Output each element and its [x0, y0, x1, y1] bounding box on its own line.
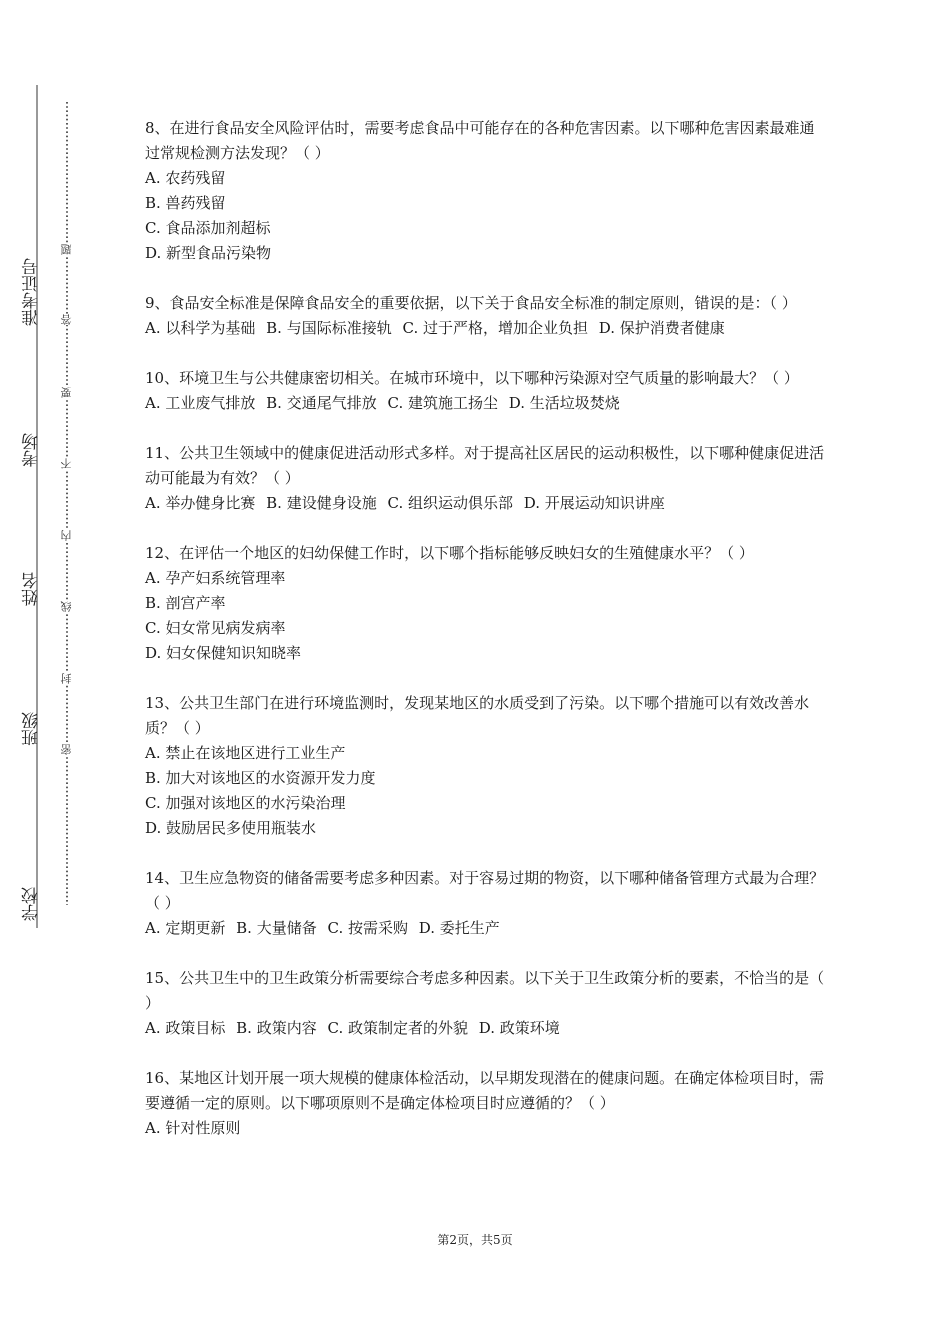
seal-char: 线 [60, 601, 73, 612]
question-14 [145, 866, 825, 941]
question-stem: 11、公共卫生领域中的健康促进活动形式多样。对于提高社区居民的运动积极性，以下哪种健康促进活动可能最为有效？（ ） [145, 444, 825, 487]
option-b[interactable]: B. 交通尾气排放 [266, 394, 377, 412]
seal-char: 答 [60, 314, 73, 325]
option-c[interactable]: C. 按需采购 [327, 919, 408, 937]
options-row [145, 916, 825, 941]
option-c[interactable]: C. 组织运动俱乐部 [387, 494, 513, 512]
option-b[interactable]: B. 剖宫产率 [145, 594, 226, 612]
option-a[interactable]: A. 以科学为基础 [145, 319, 256, 337]
page-footer: 第2页，共5页 [437, 1233, 513, 1247]
option-a[interactable]: A. 针对性原则 [145, 1119, 241, 1137]
question-13 [145, 691, 825, 841]
label-class: 班级 [22, 712, 42, 746]
option-c[interactable]: C. 食品添加剂超标 [145, 219, 271, 237]
option-a[interactable]: A. 政策目标 [145, 1019, 226, 1037]
seal-char: 密 [60, 744, 73, 755]
option-a[interactable]: A. 定期更新 [145, 919, 226, 937]
label-exam-room: 考场 [22, 433, 42, 467]
question-10 [145, 366, 825, 416]
option-a[interactable]: A. 农药残留 [145, 169, 226, 187]
label-name: 姓名 [22, 572, 42, 606]
question-9 [145, 291, 825, 341]
seal-char: 封 [60, 673, 73, 684]
seal-char: 内 [60, 530, 73, 541]
option-d[interactable]: D. 委托生产 [418, 919, 500, 937]
question-stem: 8、在进行食品安全风险评估时，需要考虑食品中可能存在的各种危害因素。以下哪种危害因素最难通过常规检测方法发现？（ ） [145, 119, 815, 162]
option-a[interactable]: A. 举办健身比赛 [145, 494, 256, 512]
question-stem: 13、公共卫生部门在进行环境监测时，发现某地区的水质受到了污染。以下哪个措施可以有效改善水质？（ ） [145, 694, 810, 737]
option-d[interactable]: D. 生活垃圾焚烧 [508, 394, 620, 412]
question-12 [145, 541, 825, 666]
options-row [145, 316, 825, 341]
option-b[interactable]: B. 政策内容 [236, 1019, 317, 1037]
question-stem: 14、卫生应急物资的储备需要考虑多种因素。对于容易过期的物资，以下哪种储备管理方式最为合理？（ ） [145, 869, 825, 912]
option-c[interactable]: C. 加强对该地区的水污染治理 [145, 794, 346, 812]
option-d[interactable]: D. 政策环境 [478, 1019, 560, 1037]
options-row [145, 1016, 825, 1041]
option-d[interactable]: D. 开展运动知识讲座 [523, 494, 665, 512]
question-stem: 15、公共卫生中的卫生政策分析需要综合考虑多种因素。以下关于卫生政策分析的要素，不恰当的是（ ） [145, 969, 825, 1012]
question-stem: 16、某地区计划开展一项大规模的健康体检活动，以早期发现潜在的健康问题。在确定体检项目时，需要遵循一定的原则。以下哪项原则不是确定体检项目时应遵循的？（ ） [145, 1069, 825, 1112]
question-list [145, 116, 825, 1166]
seal-char: 题 [60, 244, 73, 255]
option-a[interactable]: A. 禁止在该地区进行工业生产 [145, 744, 346, 762]
question-stem: 9、食品安全标准是保障食品安全的重要依据，以下关于食品安全标准的制定原则，错误的是：（ ） [145, 294, 797, 312]
binding-strip [0, 0, 90, 1344]
option-c[interactable]: C. 建筑施工扬尘 [387, 394, 498, 412]
label-school: 学校 [22, 887, 42, 921]
question-11 [145, 441, 825, 516]
question-8 [145, 116, 825, 266]
option-b[interactable]: B. 兽药残留 [145, 194, 226, 212]
question-16 [145, 1066, 825, 1141]
option-d[interactable]: D. 保护消费者健康 [598, 319, 725, 337]
option-d[interactable]: D. 新型食品污染物 [145, 244, 272, 262]
options-row [145, 491, 825, 516]
option-b[interactable]: B. 建设健身设施 [266, 494, 377, 512]
option-d[interactable]: D. 鼓励居民多使用瓶装水 [145, 819, 317, 837]
option-c[interactable]: C. 政策制定者的外貌 [327, 1019, 468, 1037]
option-b[interactable]: B. 与国际标准接轨 [266, 319, 392, 337]
option-c[interactable]: C. 妇女常见病发病率 [145, 619, 286, 637]
option-d[interactable]: D. 妇女保健知识知晓率 [145, 644, 302, 662]
options-row [145, 391, 825, 416]
option-b[interactable]: B. 大量储备 [236, 919, 317, 937]
question-stem: 12、在评估一个地区的妇幼保健工作时，以下哪个指标能够反映妇女的生殖健康水平？（ ） [145, 544, 754, 562]
option-a[interactable]: A. 工业废气排放 [145, 394, 256, 412]
question-15 [145, 966, 825, 1041]
question-stem: 10、环境卫生与公共健康密切相关。在城市环境中，以下哪种污染源对空气质量的影响最大？（ ） [145, 369, 799, 387]
option-c[interactable]: C. 过于严格，增加企业负担 [402, 319, 588, 337]
seal-char: 要 [60, 387, 73, 398]
seal-char: 不 [60, 458, 73, 469]
option-a[interactable]: A. 孕产妇系统管理率 [145, 569, 286, 587]
option-b[interactable]: B. 加大对该地区的水资源开发力度 [145, 769, 376, 787]
label-exam-number: 准考证号 [22, 258, 42, 326]
